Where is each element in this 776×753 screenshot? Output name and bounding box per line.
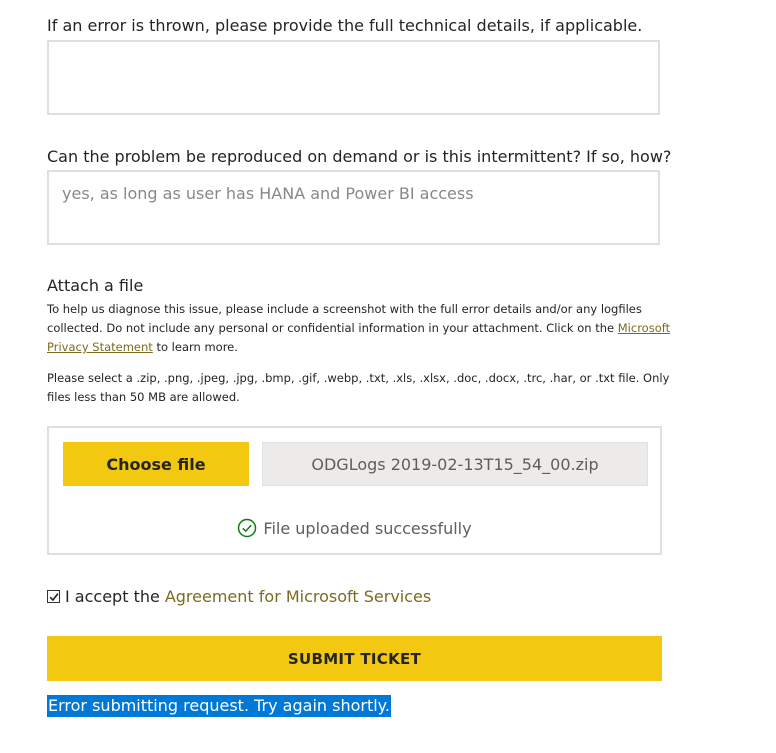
submit-error-message: Error submitting request. Try again shortly. (48, 696, 390, 715)
agreement-row (47, 587, 431, 606)
file-types-text: Please select a .zip, .png, .jpeg, .jpg, .bmp, .gif, .webp, .txt, .xls, .xlsx, .doc, .docx, .trc, .har, or .txt file. Only files less than 50 MB are allowed. (47, 371, 670, 404)
checkmark-icon (49, 592, 59, 602)
agreement-prefix: I accept the (65, 587, 160, 606)
error-details-label: If an error is thrown, please provide the full technical details, if applicable. (47, 16, 643, 35)
agreement-checkbox[interactable] (47, 590, 60, 603)
attach-help-text (47, 300, 677, 357)
upload-box (47, 426, 662, 555)
reproduce-label: Can the problem be reproduced on demand or is this intermittent? If so, how? (47, 147, 672, 166)
attach-help-before: To help us diagnose this issue, please include a screenshot with the full error details and/or any logfiles collected. Do not include any personal or confidential information in your attachment. Click on the (47, 302, 642, 335)
choose-file-button[interactable]: Choose file (63, 442, 249, 486)
check-circle-icon (237, 518, 257, 538)
submit-ticket-button[interactable]: SUBMIT TICKET (47, 636, 662, 681)
selected-file-name: ODGLogs 2019-02-13T15_54_00.zip (262, 442, 648, 486)
upload-status (49, 518, 660, 538)
upload-status-text: File uploaded successfully (263, 518, 472, 538)
agreement-link[interactable]: Agreement for Microsoft Services (164, 587, 432, 606)
reproduce-textarea[interactable]: yes, as long as user has HANA and Power BI access (47, 170, 660, 245)
error-details-textarea[interactable] (47, 40, 660, 115)
attach-file-heading: Attach a file (47, 276, 144, 295)
attach-help-after: to learn more. (152, 340, 238, 354)
privacy-statement-link[interactable]: Microsoft Privacy Statement (47, 321, 671, 354)
